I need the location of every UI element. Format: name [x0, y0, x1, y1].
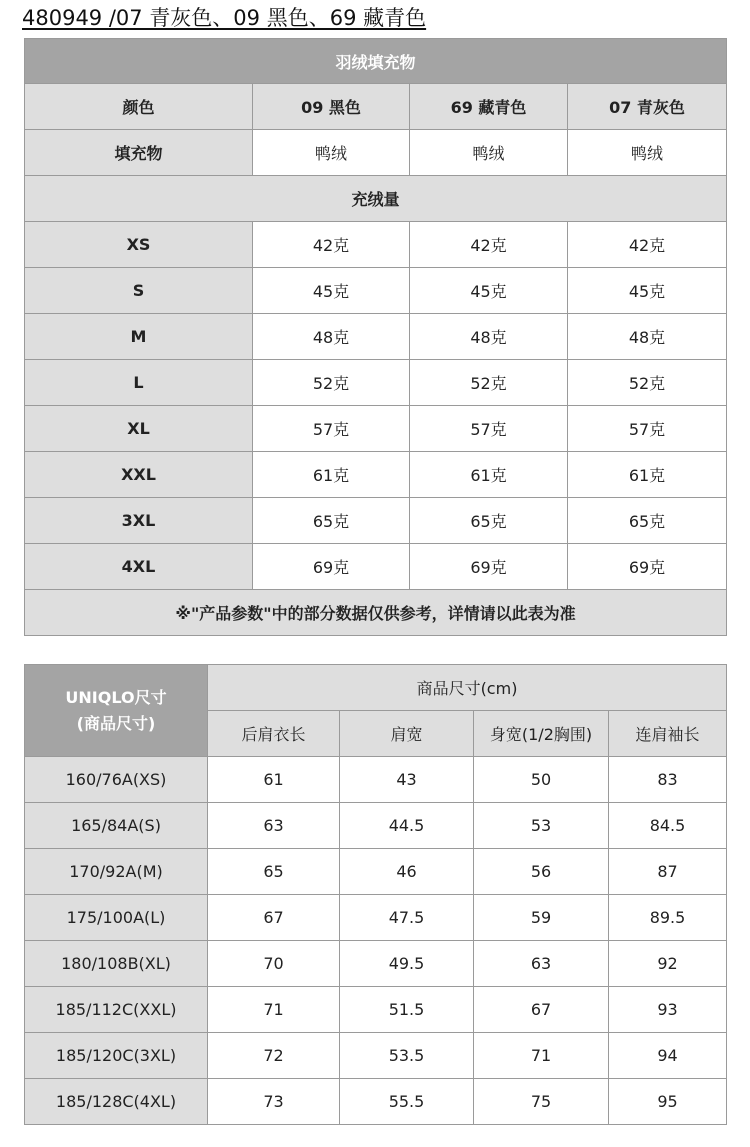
size-label-cell: 185/112C(XXL)	[25, 987, 208, 1033]
size-label-cell: 175/100A(L)	[25, 895, 208, 941]
table-row	[25, 544, 727, 590]
measurement-cell: 93	[609, 987, 727, 1033]
color-label: 颜色	[25, 84, 253, 130]
fill-amount-cell: 61克	[410, 452, 568, 498]
measurement-cell: 83	[609, 757, 727, 803]
measurement-cell: 73	[208, 1079, 340, 1125]
measurement-cell: 67	[208, 895, 340, 941]
size-label-cell: 4XL	[25, 544, 253, 590]
size-label-cell: 185/128C(4XL)	[25, 1079, 208, 1125]
measurement-cell: 63	[208, 803, 340, 849]
size-group-header: 商品尺寸(cm)	[208, 665, 727, 711]
fill-amount-cell: 52克	[410, 360, 568, 406]
fill-amount-cell: 57克	[253, 406, 410, 452]
fill-amount-cell: 48克	[568, 314, 727, 360]
measurement-cell: 55.5	[340, 1079, 474, 1125]
measurement-cell: 71	[474, 1033, 609, 1079]
fill-amount-cell: 52克	[568, 360, 727, 406]
fill-amount-cell: 45克	[410, 268, 568, 314]
size-label-cell: XXL	[25, 452, 253, 498]
size-table	[24, 664, 727, 1125]
size-label-cell: 180/108B(XL)	[25, 941, 208, 987]
table-row	[25, 1033, 727, 1079]
size-label-cell: 3XL	[25, 498, 253, 544]
corner-header-line1: UNIQLO尺寸	[65, 687, 167, 707]
fill-amount-cell: 42克	[568, 222, 727, 268]
size-label-cell: L	[25, 360, 253, 406]
table-row	[25, 268, 727, 314]
table-row	[25, 757, 727, 803]
color-header-cell: 07 青灰色	[568, 84, 727, 130]
fill-amount-cell: 57克	[410, 406, 568, 452]
fill-amount-cell: 48克	[253, 314, 410, 360]
table-row	[25, 803, 727, 849]
fill-amount-header: 充绒量	[25, 176, 727, 222]
size-label-cell: 170/92A(M)	[25, 849, 208, 895]
column-header: 连肩袖长	[609, 711, 727, 757]
table-row	[25, 941, 727, 987]
page-title: 480949 /07 青灰色、09 黑色、69 藏青色	[22, 6, 427, 30]
measurement-cell: 43	[340, 757, 474, 803]
filling-label: 填充物	[25, 130, 253, 176]
measurement-cell: 44.5	[340, 803, 474, 849]
table-row	[25, 590, 727, 636]
fill-amount-cell: 69克	[568, 544, 727, 590]
column-header: 后肩衣长	[208, 711, 340, 757]
measurement-cell: 72	[208, 1033, 340, 1079]
table-row	[25, 84, 727, 130]
table-row	[25, 452, 727, 498]
fill-amount-cell: 65克	[568, 498, 727, 544]
measurement-cell: 63	[474, 941, 609, 987]
fill-amount-cell: 65克	[253, 498, 410, 544]
measurement-cell: 53	[474, 803, 609, 849]
column-header: 身宽(1/2胸围)	[474, 711, 609, 757]
filling-cell: 鸭绒	[253, 130, 410, 176]
fill-amount-cell: 42克	[253, 222, 410, 268]
measurement-cell: 51.5	[340, 987, 474, 1033]
fill-amount-cell: 52克	[253, 360, 410, 406]
table-row	[25, 314, 727, 360]
measurement-cell: 53.5	[340, 1033, 474, 1079]
fill-amount-cell: 61克	[253, 452, 410, 498]
table-row	[25, 406, 727, 452]
size-label-cell: S	[25, 268, 253, 314]
measurement-cell: 70	[208, 941, 340, 987]
table-row	[25, 849, 727, 895]
table-row	[25, 895, 727, 941]
corner-header-line2: (商品尺寸)	[76, 713, 156, 733]
measurement-cell: 61	[208, 757, 340, 803]
measurement-cell: 75	[474, 1079, 609, 1125]
size-label-cell: XL	[25, 406, 253, 452]
measurement-cell: 67	[474, 987, 609, 1033]
table-header-row	[25, 665, 727, 711]
measurement-cell: 47.5	[340, 895, 474, 941]
size-label-cell: 165/84A(S)	[25, 803, 208, 849]
down-fill-table	[24, 38, 727, 636]
table-row	[25, 498, 727, 544]
size-label-cell: XS	[25, 222, 253, 268]
fill-amount-cell: 69克	[253, 544, 410, 590]
measurement-cell: 50	[474, 757, 609, 803]
measurement-cell: 84.5	[609, 803, 727, 849]
size-label-cell: M	[25, 314, 253, 360]
fill-amount-cell: 61克	[568, 452, 727, 498]
size-label-cell: 185/120C(3XL)	[25, 1033, 208, 1079]
table-row	[25, 176, 727, 222]
fill-amount-cell: 45克	[253, 268, 410, 314]
filling-cell: 鸭绒	[410, 130, 568, 176]
measurement-cell: 59	[474, 895, 609, 941]
fill-table-header: 羽绒填充物	[25, 39, 727, 84]
table-row	[25, 222, 727, 268]
fill-amount-cell: 65克	[410, 498, 568, 544]
filling-cell: 鸭绒	[568, 130, 727, 176]
fill-amount-cell: 42克	[410, 222, 568, 268]
measurement-cell: 65	[208, 849, 340, 895]
measurement-cell: 56	[474, 849, 609, 895]
disclaimer-note: ※"产品参数"中的部分数据仅供参考，详情请以此表为准	[25, 590, 727, 636]
fill-amount-cell: 45克	[568, 268, 727, 314]
size-table-corner-header	[25, 665, 208, 757]
fill-amount-cell: 48克	[410, 314, 568, 360]
table-row	[25, 1079, 727, 1125]
measurement-cell: 95	[609, 1079, 727, 1125]
measurement-cell: 71	[208, 987, 340, 1033]
column-header: 肩宽	[340, 711, 474, 757]
measurement-cell: 89.5	[609, 895, 727, 941]
table-row	[25, 130, 727, 176]
table-row	[25, 360, 727, 406]
fill-amount-cell: 69克	[410, 544, 568, 590]
table-row	[25, 987, 727, 1033]
color-header-cell: 69 藏青色	[410, 84, 568, 130]
measurement-cell: 94	[609, 1033, 727, 1079]
color-header-cell: 09 黑色	[253, 84, 410, 130]
measurement-cell: 92	[609, 941, 727, 987]
measurement-cell: 46	[340, 849, 474, 895]
table-header-row	[25, 39, 727, 84]
measurement-cell: 49.5	[340, 941, 474, 987]
fill-amount-cell: 57克	[568, 406, 727, 452]
size-label-cell: 160/76A(XS)	[25, 757, 208, 803]
measurement-cell: 87	[609, 849, 727, 895]
